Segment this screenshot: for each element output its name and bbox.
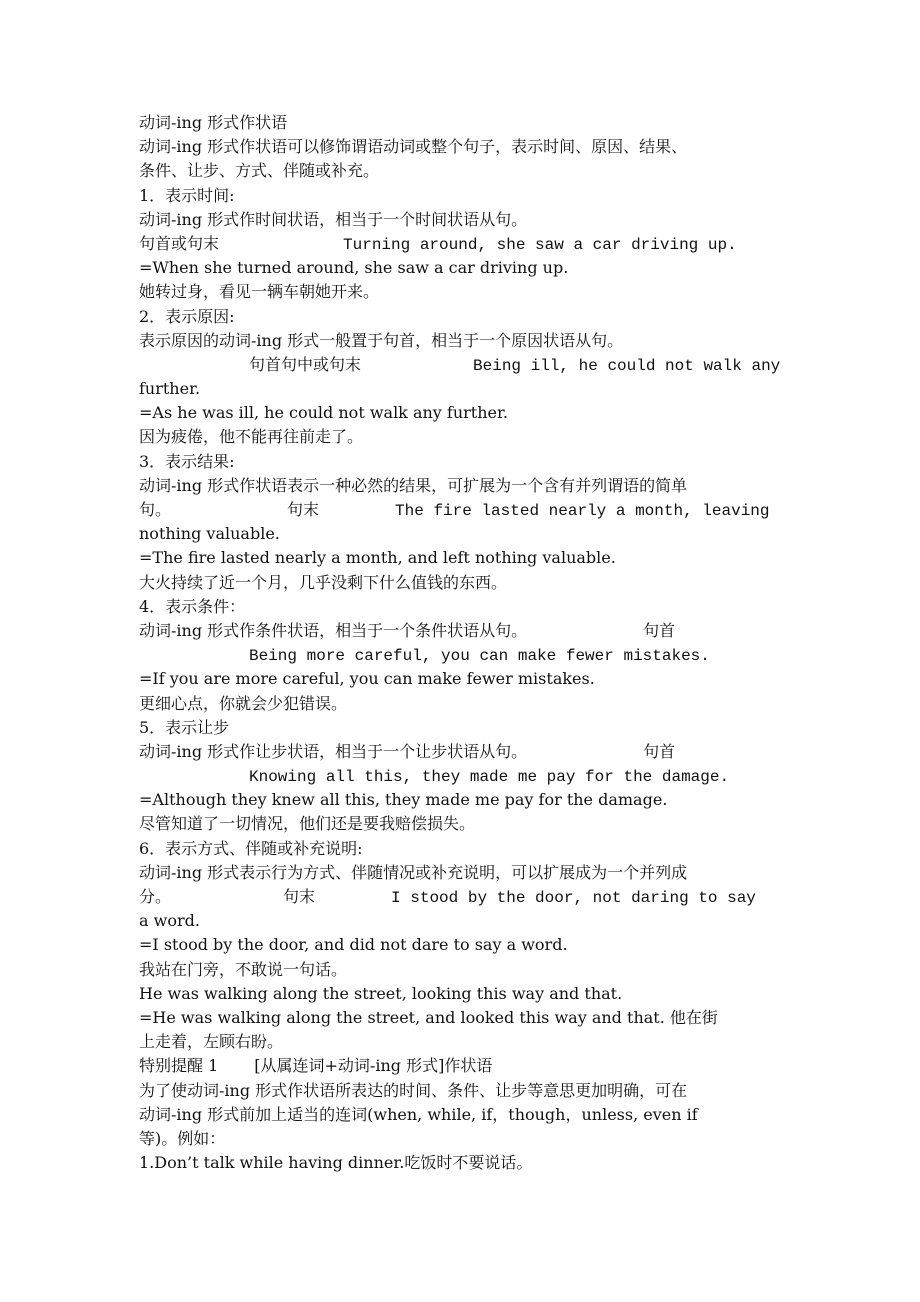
section-6-equivalent: =I stood by the door, and did not dare to say a word. bbox=[139, 935, 568, 955]
section-2-position: 句首句中或句末 bbox=[249, 354, 362, 374]
section-5-translation: 尽管知道了一切情况，他们还是要我赔偿损失。 bbox=[139, 814, 476, 834]
intro-line-1: 动词-ing 形式作状语可以修饰谓语动词或整个句子，表示时间、原因、结果、 bbox=[139, 137, 688, 157]
section-3-equivalent: =The fire lasted nearly a month, and left nothing valuable. bbox=[139, 548, 616, 568]
section-3-position: 句末 bbox=[287, 500, 320, 519]
section-2-description: 表示原因的动词-ing 形式一般置于句首，相当于一个原因状语从句。 bbox=[139, 330, 624, 350]
section-3-example-line bbox=[139, 498, 801, 522]
section-2-translation: 因为疲倦，他不能再往前走了。 bbox=[139, 427, 364, 447]
section-4-description-line bbox=[139, 619, 801, 643]
section-3-translation: 大火持续了近一个月，几乎没剩下什么值钱的东西。 bbox=[139, 572, 508, 592]
section-1-equivalent: =When she turned around, she saw a car driving up. bbox=[139, 258, 569, 278]
section-5-description: 动词-ing 形式作让步状语，相当于一个让步状语从句。 bbox=[139, 741, 528, 761]
section-6-example-end: a word. bbox=[139, 911, 200, 931]
section-1-position: 句首或句末 bbox=[139, 233, 220, 253]
section-6-description-end: 分。 bbox=[139, 887, 172, 906]
section-3-description: 动词-ing 形式作状语表示一种必然的结果，可扩展为一个含有并列谓语的简单 bbox=[139, 475, 688, 495]
section-5-position: 句首 bbox=[643, 741, 676, 761]
section-2-heading: 2．表示原因: bbox=[139, 306, 235, 326]
section-1-translation: 她转过身，看见一辆车朝她开来。 bbox=[139, 282, 380, 302]
section-4-position: 句首 bbox=[643, 620, 676, 640]
section-6-example-start: I stood by the door, not daring to say bbox=[391, 889, 756, 907]
section-6-position: 句末 bbox=[283, 887, 316, 906]
note-description-1: 为了使动词-ing 形式作状语所表达的时间、条件、让步等意思更加明确，可在 bbox=[139, 1080, 688, 1100]
section-5-heading: 5．表示让步 bbox=[139, 717, 230, 737]
note-description-3: 等)。例如： bbox=[139, 1128, 226, 1148]
document-page bbox=[139, 111, 801, 1175]
section-6-example-2: He was walking along the street, looking this way and that. bbox=[139, 983, 623, 1003]
intro-line-2: 条件、让步、方式、伴随或补充。 bbox=[139, 161, 380, 181]
section-3-example-start: The fire lasted nearly a month, leaving bbox=[395, 502, 770, 520]
section-5-description-line bbox=[139, 740, 801, 764]
section-5-example-line bbox=[139, 764, 801, 788]
section-1-example-line bbox=[139, 232, 801, 256]
section-4-example: Being more careful, you can make fewer mistakes. bbox=[249, 647, 710, 666]
section-2-example-start: Being ill, he could not walk any bbox=[473, 356, 781, 375]
section-6-description: 动词-ing 形式表示行为方式、伴随情况或补充说明，可以扩展成为一个并列成 bbox=[139, 862, 688, 882]
section-2-example-line bbox=[139, 353, 801, 377]
section-1-heading: 1．表示时间: bbox=[139, 185, 235, 205]
section-6-equivalent-2-start: =He was walking along the street, and looked this way and that. 他在街 bbox=[139, 1007, 718, 1027]
note-title: [从属连词+动词-ing 形式]作状语 bbox=[254, 1056, 493, 1076]
section-4-translation: 更细心点，你就会少犯错误。 bbox=[139, 693, 348, 713]
section-6-example-line bbox=[139, 885, 801, 909]
section-4-example-line bbox=[139, 643, 801, 667]
note-example-1: 1.Don’t talk while having dinner.吃饭时不要说话。 bbox=[139, 1153, 533, 1173]
section-3-description-end: 句。 bbox=[139, 500, 172, 519]
section-3-example-end: nothing valuable. bbox=[139, 524, 280, 544]
section-6-equivalent-2-end: 上走着，左顾右盼。 bbox=[139, 1032, 284, 1052]
section-1-example: Turning around, she saw a car driving up. bbox=[343, 235, 737, 254]
note-label: 特别提醒 1 bbox=[139, 1056, 219, 1076]
section-6-heading: 6．表示方式、伴随或补充说明: bbox=[139, 838, 363, 858]
section-3-heading: 3．表示结果: bbox=[139, 451, 235, 471]
section-4-heading: 4．表示条件： bbox=[139, 596, 246, 616]
document-title: 动词-ing 形式作状语 bbox=[139, 113, 288, 132]
section-2-example-end: further. bbox=[139, 379, 201, 399]
section-5-equivalent: =Although they knew all this, they made me pay for the damage. bbox=[139, 790, 668, 810]
note-description-2: 动词-ing 形式前加上适当的连词(when, while, if，though，unless, even if bbox=[139, 1104, 698, 1124]
section-6-translation: 我站在门旁，不敢说一句话。 bbox=[139, 959, 348, 979]
section-1-description: 动词-ing 形式作时间状语，相当于一个时间状语从句。 bbox=[139, 209, 528, 229]
section-2-equivalent: =As he was ill, he could not walk any further. bbox=[139, 403, 508, 423]
section-4-equivalent: =If you are more careful, you can make fewer mistakes. bbox=[139, 669, 595, 689]
note-heading-line bbox=[139, 1054, 801, 1078]
section-4-description: 动词-ing 形式作条件状语，相当于一个条件状语从句。 bbox=[139, 620, 528, 640]
section-5-example: Knowing all this, they made me pay for the damage. bbox=[249, 768, 730, 787]
